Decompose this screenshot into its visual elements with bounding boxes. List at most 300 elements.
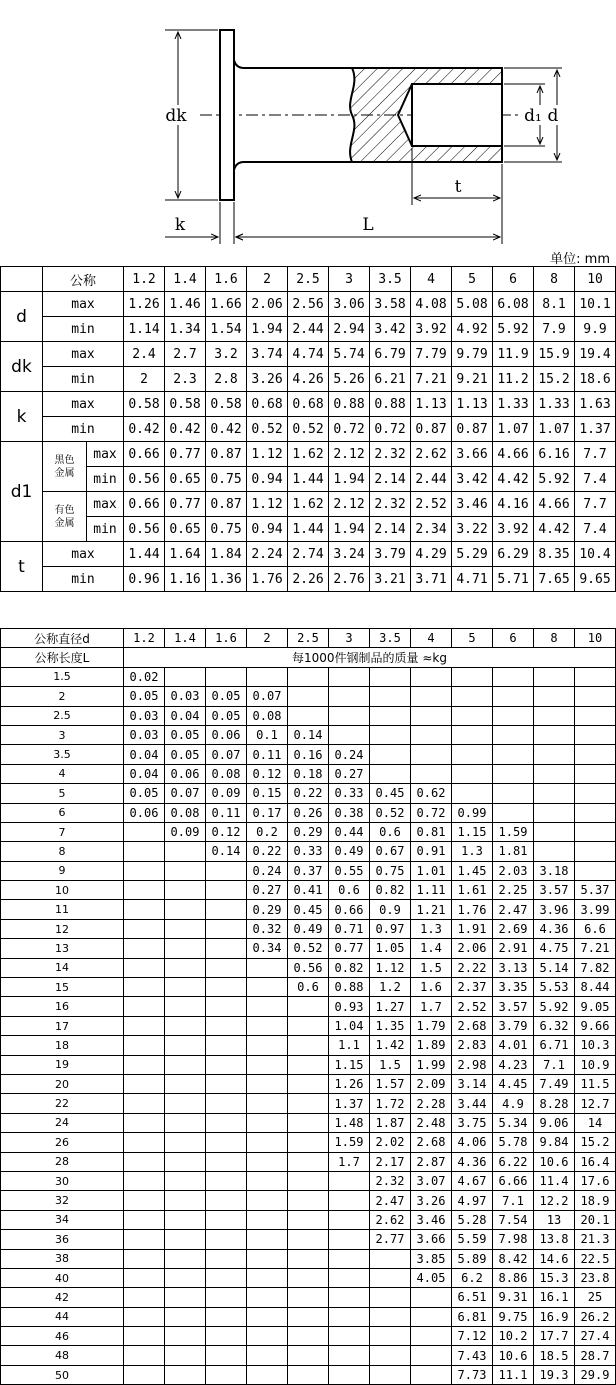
dims-value-cell: 7.65 [534,567,575,592]
mass-value-cell: 6.71 [534,1036,575,1055]
mass-value-cell: 10.6 [493,1346,534,1365]
mass-value-cell: 0.49 [329,842,370,861]
dims-value-cell: 7.4 [575,467,616,492]
mass-value-cell [165,1171,206,1190]
mass-value-cell: 3.46 [411,1210,452,1229]
mass-value-cell: 1.89 [411,1036,452,1055]
mass-value-cell: 11.1 [493,1365,534,1384]
dims-row-dk-max [1,342,616,367]
mass-value-cell: 12.7 [575,1094,616,1113]
dims-value-cell: 0.87 [452,417,493,442]
material-label: 黑色 金属 [43,442,87,492]
mass-value-cell [165,842,206,861]
length-cell: 7 [1,822,124,841]
length-cell: 13 [1,939,124,958]
dims-value-cell: 1.54 [206,317,247,342]
mass-value-cell: 1.37 [329,1094,370,1113]
mass-value-cell: 0.08 [206,764,247,783]
nominal-size-cell: 1.6 [206,267,247,292]
dims-value-cell: 3.66 [452,442,493,467]
mass-value-cell [165,881,206,900]
mass-value-cell: 6.51 [452,1288,493,1307]
dims-value-cell: 1.94 [329,467,370,492]
dims-value-cell: 0.96 [124,567,165,592]
mass-value-cell: 2.77 [370,1230,411,1249]
mass-value-cell [575,706,616,725]
mass-value-cell: 1.4 [411,939,452,958]
mass-value-cell [165,1307,206,1326]
mass-value-cell: 1.81 [493,842,534,861]
mass-row [1,997,616,1016]
mass-value-cell [534,687,575,706]
nominal-size-cell: 1.2 [124,267,165,292]
mass-value-cell: 2.28 [411,1094,452,1113]
mass-value-cell: 0.93 [329,997,370,1016]
mass-value-cell: 26.2 [575,1307,616,1326]
length-cell: 36 [1,1230,124,1249]
mass-value-cell: 0.29 [288,822,329,841]
mass-value-cell [124,1094,165,1113]
mass-row [1,1191,616,1210]
mass-value-cell: 1.6 [411,978,452,997]
mass-value-cell: 4.01 [493,1036,534,1055]
mass-value-cell: 0.2 [247,822,288,841]
mass-value-cell: 2.25 [493,881,534,900]
mass-value-cell [124,861,165,880]
mass-value-cell: 21.3 [575,1230,616,1249]
mass-value-cell: 0.08 [247,706,288,725]
mass-value-cell [247,1268,288,1287]
mass-value-cell [247,997,288,1016]
length-cell: 42 [1,1288,124,1307]
mass-value-cell [124,822,165,841]
mass-value-cell: 1.72 [370,1094,411,1113]
mass-value-cell [124,1191,165,1210]
dims-value-cell: 1.46 [165,292,206,317]
mass-value-cell [206,978,247,997]
mass-value-cell: 29.9 [575,1365,616,1384]
length-cell: 2 [1,687,124,706]
nominal-diameter-header: 公称直径d [1,629,124,648]
mass-value-cell: 3.07 [411,1171,452,1190]
mass-value-cell: 1.87 [370,1113,411,1132]
mass-value-cell: 9.06 [534,1113,575,1132]
mass-value-cell: 1.61 [452,881,493,900]
dims-row-d1-min [1,517,616,542]
mass-row [1,822,616,841]
mass-row [1,1268,616,1287]
dims-value-cell: 4.42 [493,467,534,492]
dims-value-cell: 11.9 [493,342,534,367]
mass-value-cell: 0.09 [206,784,247,803]
nominal-size-cell: 6 [493,267,534,292]
mass-value-cell: 9.84 [534,1133,575,1152]
nominal-length-header: 公称长度L [1,648,124,667]
length-cell: 12 [1,919,124,938]
dims-value-cell: 0.87 [206,442,247,467]
mass-row [1,842,616,861]
dims-value-cell: 0.68 [247,392,288,417]
mass-value-cell: 0.6 [329,881,370,900]
dims-value-cell: 6.21 [370,367,411,392]
length-cell: 50 [1,1365,124,1384]
mass-value-cell: 0.91 [411,842,452,861]
mass-value-cell: 2.47 [493,900,534,919]
nominal-size-cell: 3.5 [370,267,411,292]
material-label: 有色 金属 [43,492,87,542]
limit-label: max [43,542,124,567]
mass-value-cell [206,1074,247,1093]
mass-value-cell [288,706,329,725]
mass-value-cell [575,784,616,803]
length-cell: 18 [1,1036,124,1055]
mass-value-cell: 10.3 [575,1036,616,1055]
d1-label: d₁ [524,106,542,126]
mass-value-cell [206,1249,247,1268]
dims-value-cell: 2.26 [288,567,329,592]
mass-value-cell [247,1016,288,1035]
nominal-diameter-cell: 2 [247,629,288,648]
mass-value-cell [370,1268,411,1287]
mass-value-cell: 6.6 [575,919,616,938]
mass-value-cell: 0.15 [247,784,288,803]
mass-value-cell [206,1055,247,1074]
mass-value-cell: 0.07 [247,687,288,706]
mass-value-cell [370,1249,411,1268]
mass-value-cell [411,1307,452,1326]
mass-value-cell: 0.22 [288,784,329,803]
dims-row-t-min [1,567,616,592]
mass-value-cell: 5.92 [534,997,575,1016]
dims-value-cell: 1.44 [288,517,329,542]
dims-value-cell: 0.75 [206,517,247,542]
mass-value-cell: 5.14 [534,958,575,977]
mass-value-cell: 1.05 [370,939,411,958]
dims-value-cell: 1.34 [165,317,206,342]
mass-value-cell: 0.03 [124,706,165,725]
mass-value-cell: 6.66 [493,1171,534,1190]
nominal-diameter-cell: 8 [534,629,575,648]
mass-value-cell: 0.09 [165,822,206,841]
mass-value-cell: 2.09 [411,1074,452,1093]
mass-value-cell [124,1074,165,1093]
mass-value-cell: 3.35 [493,978,534,997]
dims-value-cell: 3.46 [452,492,493,517]
mass-value-cell: 0.62 [411,784,452,803]
mass-value-cell [411,1346,452,1365]
mass-table [0,628,616,1385]
mass-value-cell [575,861,616,880]
dims-value-cell: 6.16 [534,442,575,467]
dims-symbol-d: d [1,292,43,342]
dims-value-cell: 2.12 [329,442,370,467]
mass-value-cell: 1.7 [411,997,452,1016]
dims-value-cell: 2.74 [288,542,329,567]
mass-value-cell [124,1016,165,1035]
dims-value-cell: 0.65 [165,517,206,542]
mass-row [1,1288,616,1307]
mass-value-cell [206,1171,247,1190]
mass-value-cell [165,1113,206,1132]
unit-label: 单位: mm [550,252,610,267]
mass-value-cell [247,1249,288,1268]
nominal-size-cell: 2 [247,267,288,292]
mass-value-cell: 0.05 [206,706,247,725]
mass-value-cell [124,1036,165,1055]
mass-value-cell [165,1074,206,1093]
dims-value-cell: 1.07 [493,417,534,442]
mass-value-cell: 2.83 [452,1036,493,1055]
mass-value-cell: 0.04 [165,706,206,725]
dims-value-cell: 3.92 [493,517,534,542]
mass-value-cell: 13 [534,1210,575,1229]
mass-value-cell: 0.33 [329,784,370,803]
mass-value-cell: 0.24 [247,861,288,880]
mass-value-cell [452,667,493,686]
dims-value-cell: 2.12 [329,492,370,517]
mass-value-cell [288,1327,329,1346]
dims-value-cell: 7.79 [411,342,452,367]
mass-value-cell: 2.91 [493,939,534,958]
nominal-size-cell: 4 [411,267,452,292]
mass-value-cell: 6.32 [534,1016,575,1035]
mass-value-cell: 2.98 [452,1055,493,1074]
mass-value-cell [206,939,247,958]
mass-value-cell [124,939,165,958]
mass-value-cell: 28.7 [575,1346,616,1365]
mass-value-cell: 0.66 [329,900,370,919]
rivet-drawing [0,0,616,248]
dims-value-cell: 2.76 [329,567,370,592]
dims-row-d-min [1,317,616,342]
dims-value-cell: 1.63 [575,392,616,417]
nominal-diameter-cell: 2.5 [288,629,329,648]
dims-value-cell: 1.26 [124,292,165,317]
mass-value-cell [247,1346,288,1365]
mass-value-cell [165,939,206,958]
dims-value-cell: 5.92 [534,467,575,492]
dims-value-cell: 2.8 [206,367,247,392]
dims-value-cell: 0.58 [165,392,206,417]
mass-value-cell: 9.66 [575,1016,616,1035]
mass-value-cell [370,706,411,725]
mass-row [1,1327,616,1346]
mass-value-cell [247,1094,288,1113]
dims-value-cell: 0.94 [247,517,288,542]
dims-value-cell: 0.66 [124,492,165,517]
mass-value-cell [288,1191,329,1210]
mass-value-cell [165,1210,206,1229]
mass-row [1,1016,616,1035]
mass-value-cell [165,900,206,919]
dims-value-cell: 9.79 [452,342,493,367]
mass-value-cell [534,822,575,841]
dims-value-cell: 4.74 [288,342,329,367]
mass-value-cell [288,1307,329,1326]
mass-row [1,725,616,744]
mass-value-cell [493,745,534,764]
mass-value-cell [411,764,452,783]
dims-value-cell: 3.79 [370,542,411,567]
mass-value-cell [288,1133,329,1152]
dims-value-cell: 3.58 [370,292,411,317]
dims-symbol-t: t [1,542,43,592]
mass-value-cell [124,1346,165,1365]
mass-value-cell [288,1249,329,1268]
length-cell: 4 [1,764,124,783]
length-cell: 40 [1,1268,124,1287]
nominal-diameter-cell: 1.4 [165,629,206,648]
mass-value-cell [165,1036,206,1055]
mass-value-cell [493,784,534,803]
dims-value-cell: 3.42 [452,467,493,492]
dims-value-cell: 4.26 [288,367,329,392]
dims-value-cell: 1.66 [206,292,247,317]
dims-value-cell: 0.87 [411,417,452,442]
k-label: k [174,215,186,235]
mass-value-cell [206,1307,247,1326]
mass-value-cell: 2.87 [411,1152,452,1171]
mass-value-cell: 1.99 [411,1055,452,1074]
mass-value-cell [288,997,329,1016]
mass-value-cell [288,1346,329,1365]
mass-value-cell: 0.38 [329,803,370,822]
mass-value-cell [165,1191,206,1210]
mass-row [1,881,616,900]
dims-value-cell: 2.56 [288,292,329,317]
mass-value-cell [329,1288,370,1307]
mass-value-cell [206,958,247,977]
dims-value-cell: 0.56 [124,517,165,542]
mass-value-cell: 1.42 [370,1036,411,1055]
mass-value-cell [329,1268,370,1287]
mass-row [1,1365,616,1384]
mass-value-cell: 1.2 [370,978,411,997]
length-cell: 26 [1,1133,124,1152]
mass-value-cell: 0.14 [206,842,247,861]
dims-value-cell: 0.88 [370,392,411,417]
dims-value-cell: 7.21 [411,367,452,392]
mass-value-cell: 15.2 [575,1133,616,1152]
mass-value-cell [124,1210,165,1229]
mass-value-cell: 2.47 [370,1191,411,1210]
mass-row [1,706,616,725]
dims-value-cell: 3.71 [411,567,452,592]
mass-value-cell [206,1210,247,1229]
nominal-diameter-cell: 1.6 [206,629,247,648]
mass-value-cell [124,978,165,997]
dims-value-cell: 10.4 [575,542,616,567]
length-cell: 9 [1,861,124,880]
mass-value-cell: 2.68 [411,1133,452,1152]
mass-value-cell [370,745,411,764]
mass-value-cell [247,1365,288,1384]
mass-value-cell: 0.11 [206,803,247,822]
mass-value-cell: 2.37 [452,978,493,997]
length-cell: 22 [1,1094,124,1113]
mass-value-cell: 4.05 [411,1268,452,1287]
mass-value-cell [452,784,493,803]
dims-value-cell: 2.34 [411,517,452,542]
mass-value-cell: 7.12 [452,1327,493,1346]
mass-value-cell [288,1094,329,1113]
dims-value-cell: 1.12 [247,492,288,517]
dims-value-cell: 2.14 [370,467,411,492]
dims-value-cell: 11.2 [493,367,534,392]
dims-row-d1-max [1,492,616,517]
mass-value-cell: 8.86 [493,1268,534,1287]
mass-value-cell [288,1113,329,1132]
dims-value-cell: 1.16 [165,567,206,592]
mass-value-cell: 0.71 [329,919,370,938]
dims-value-cell: 1.13 [411,392,452,417]
mass-value-cell: 0.18 [288,764,329,783]
mass-value-cell: 2.69 [493,919,534,938]
mass-value-cell: 5.37 [575,881,616,900]
mass-value-cell [247,978,288,997]
dims-value-cell: 3.2 [206,342,247,367]
mass-row [1,900,616,919]
mass-value-cell [124,1133,165,1152]
mass-value-cell: 22.5 [575,1249,616,1268]
mass-value-cell: 1.57 [370,1074,411,1093]
mass-value-cell: 16.1 [534,1288,575,1307]
mass-value-cell: 0.1 [247,725,288,744]
mass-value-cell [370,667,411,686]
mass-value-cell: 1.27 [370,997,411,1016]
dims-value-cell: 1.37 [575,417,616,442]
mass-value-cell: 0.26 [288,803,329,822]
mass-value-cell: 0.05 [165,725,206,744]
dims-value-cell: 2.14 [370,517,411,542]
dims-row-k-min [1,417,616,442]
mass-value-cell [247,1307,288,1326]
mass-value-cell: 3.85 [411,1249,452,1268]
mass-row [1,1346,616,1365]
mass-value-cell: 7.21 [575,939,616,958]
mass-value-cell [206,1327,247,1346]
dims-value-cell: 2.24 [247,542,288,567]
dims-value-cell: 4.71 [452,567,493,592]
mass-value-cell: 3.99 [575,900,616,919]
mass-value-cell [247,1171,288,1190]
nominal-size-cell: 10 [575,267,616,292]
mass-value-cell [288,1268,329,1287]
mass-value-cell: 9.05 [575,997,616,1016]
mass-value-cell: 4.36 [534,919,575,938]
dims-value-cell: 4.08 [411,292,452,317]
dk-label: dk [165,106,187,126]
mass-value-cell: 0.55 [329,861,370,880]
t-label: t [454,177,462,197]
mass-value-cell [165,958,206,977]
mass-value-cell [124,1327,165,1346]
mass-value-cell [247,1074,288,1093]
length-cell: 15 [1,978,124,997]
mass-value-cell: 0.06 [206,725,247,744]
dims-value-cell: 1.62 [288,442,329,467]
mass-value-cell [575,687,616,706]
mass-value-cell: 6.22 [493,1152,534,1171]
mass-value-cell: 0.14 [288,725,329,744]
mass-value-cell [370,1327,411,1346]
mass-value-cell [124,958,165,977]
length-cell: 34 [1,1210,124,1229]
limit-label: max [87,492,124,517]
mass-row [1,861,616,880]
mass-row [1,1074,616,1093]
mass-value-cell: 17.7 [534,1327,575,1346]
